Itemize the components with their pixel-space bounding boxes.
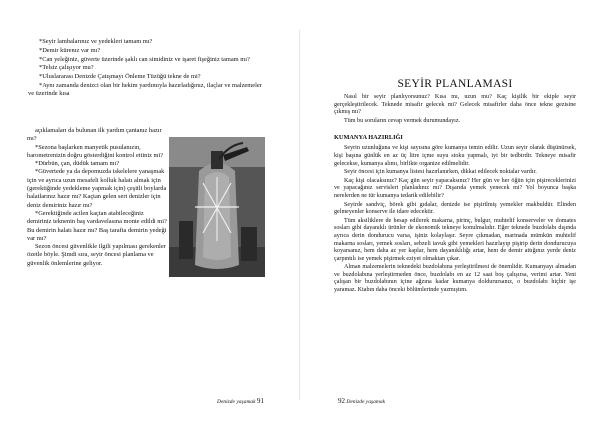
checklist-paragraph: *Güvertede ya da depomuzda iskelelere yanaşmak için ve ayrıca uzun mesafeli kolluk halatı almak için (gerektiğinde yedekleme yapmak için) çeşitli boylarda halatlarınız hazır mı? Kaçtan gelen sert denizler için deniz demiriniz hazır mı? [27,168,167,209]
body-paragraph: Seyir öncesi için kumanya listesi hazırlanırken, dikkat edilecek noktalar vardır. [344,169,537,176]
body-paragraph: Seyrin uzunluğuna ve kişi sayısına göre kumanya temin edilir. Uzun seyir olarak düşünürsek, kişi başına günlük en az üç litre içme suyu stoku yapmalı, iyi bir tedbirdir. Tekneye misafir gelecekse, kumanya alımı, birlikte organize edilmelidir. [334,145,576,167]
checklist-line: *Seyir lambalarınız ve yedekleri tamam mı? [39,38,153,45]
checklist-line: *Telsiz çalışıyor mu? [39,64,94,72]
right-page-footer [338,397,385,405]
fire-extinguisher-photo [169,137,265,277]
body-paragraph: Tüm aksiliklere de hesap edilerek makarna, pirinç, bulgur, muhtelif konserveler ve domates sosları gibi dayanıklı ürünler de ekonomik tekneye konulmalıdır. Eğer teknede buzdolabı dışında ayrıca derin dondurucu varsa, işiniz kolaylaşır. Seyre çıkmadan, marinada mümkün muhtelif makarna sosları, yemek sosları, sebzeli tavuk gibi yemekleri hazırlayıp pişirip derin dondurucuya koyarsanız, hem daha az yer kaplar, hem dayanıklılığı artar, hem de demir attığınız yerde deniz çarpıntılı ise yemek pişirmek eziyet olmaktan çıkar. [334,217,576,262]
fire-extinguisher-icon [169,137,265,277]
footer-book-title: Denizde yaşamak [346,399,386,405]
section-heading: KUMANYA HAZIRLIĞI [334,134,403,142]
checklist-line: *Can yeleğiniz, güverte üzerinde şaklı can simidiniz ve işaret fişeğiniz tamam mı? [39,55,250,63]
body-paragraph: Kaç kişi olacaksınız? Kaç gün seyir yapacaksınız? Her gün ve her öğün için pişireceklerinizi ve yapacağınız servisleri planladınız mı? Dışarıda yemek yenecek mi? Yol boyunca başka nerelerden ne tür kumanya tedarik edilebilir? [334,177,576,199]
checklist-line: *Uluslararası Denizde Çatışmayı Önleme Tüzüğü tekne de mi? [39,73,201,81]
checklist-paragraph: *Gerektiğinde acilen kaçtan atabileceğiniz demiriniz teknenin baş vardavelasına monte edildi mi? Bu demirin halatı hazır mı? Baş tarafta demirin yedeği var mı? [27,209,167,242]
page-number: 92 [338,397,345,405]
checklist-paragraph: *Dürbün, çan, düdük tamam mı? [35,160,120,168]
intro-paragraph: Nasıl bir seyir planlıyorsunuz? Kısa mı, uzun mu? Kaç kişilik bir ekiple seyir gerçekleştirilecek. Teknede misafir gelecek mi? Gelecek misafirler daha önce tekne gezisine çıkmış mı? [334,94,576,116]
chapter-title: SEYİR PLANLAMASI [397,78,513,90]
checklist-line: *Demir kürenız var mı? [39,46,101,54]
right-page-body [334,78,576,296]
intro-paragraph: Tüm bu soruların cevap vermek durumundayız. [344,117,461,124]
checklist-line: *Aynı zamanda denizci olan bir hekim yardımıyla hazırladığınız, ilaçlar ve malzemeler ve üzerinde kısa [28,81,262,98]
body-paragraph: Seyirde sandviç, börek gibi gıdalar, denizde ise pişirilmiş yemekler makbuldür. Elinden gelmeyenler konserve ile idare edecektir. [334,201,576,216]
body-paragraph: Alman malzemelerin teknedeki buzdolabına yerleştirilmesi de önemlidir. Kumanyayı almadan ve buzdolabına yerleştirmeden önce, buzdolabı en az 12 saat boş çalışırsa, verimi artar. Yeni çalışan bir buzdolabının içine ağzına kadar kumanya doldurursanız, o buzdolabı hiçbir işe yaramaz. Ktabın daha önceki bölümlerinde yazmıştım. [334,264,576,294]
checklist-top [28,38,268,99]
checklist-paragraph: Sezon öncesi güvenlikle ilgili yapılması gerekenler özetle böyle. Şimdi sıra, seyir öncesi planlama ve güvenlik önlemlerine geliyor. [27,243,166,267]
checklist-paragraph: açıklamaları da bulunan ilk yardım çantanız hazır mı? [27,127,162,143]
checklist-paragraph: *Sezona başlarken manyetik pusulanızın, barometrenizin doğru gösterdiğini kontrol ettiniz mi? [27,143,164,159]
left-page-footer [217,397,264,405]
right-page [300,0,600,427]
checklist-side [27,127,167,268]
page-number: 91 [257,397,264,405]
footer-book-title: Denizde yaşamak [216,399,256,405]
